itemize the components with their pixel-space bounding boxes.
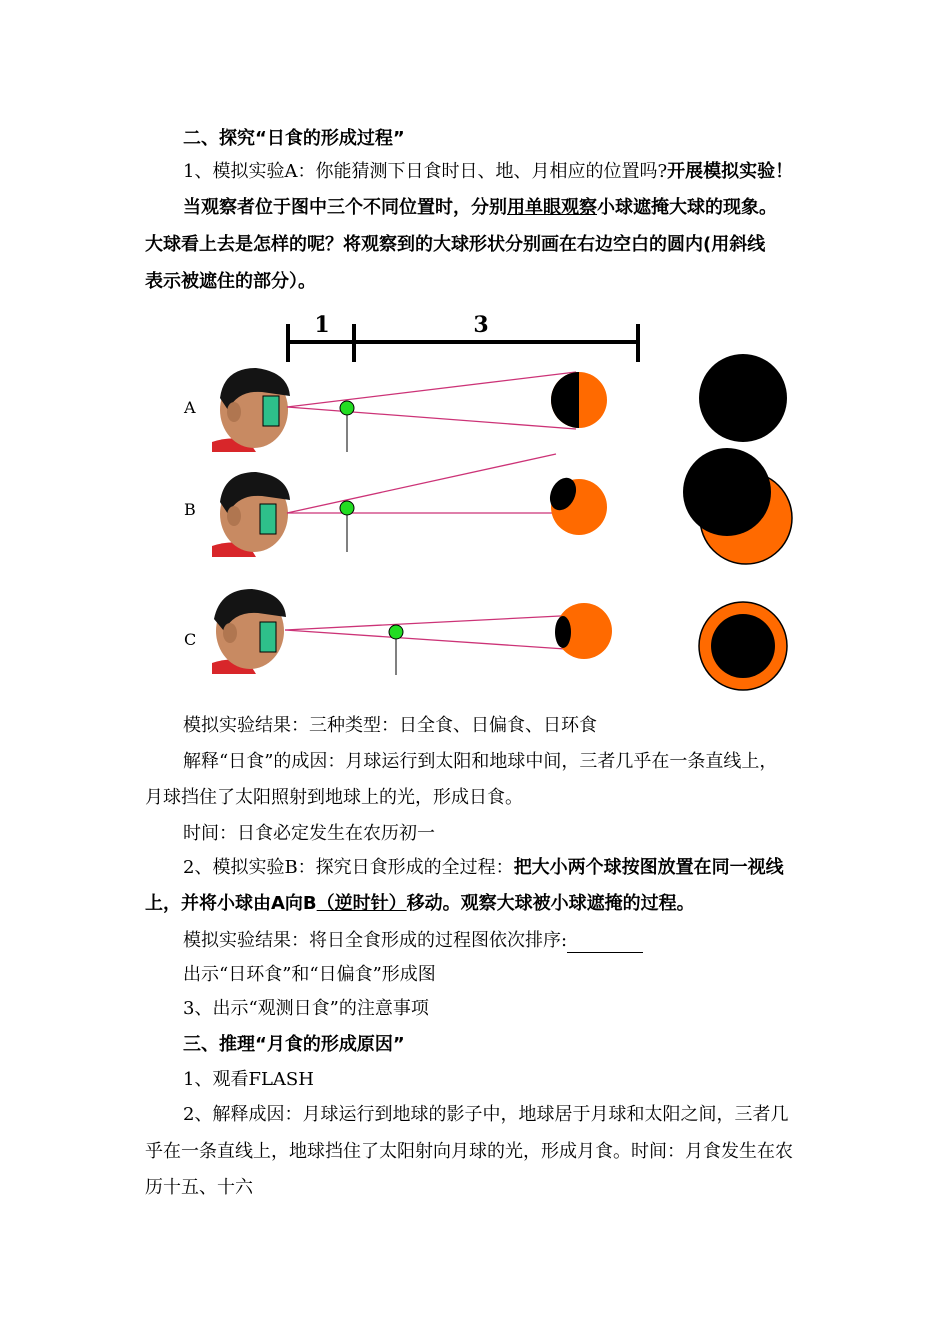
moon-ball-c: [389, 625, 403, 639]
section2-heading: 二、探究“日食的形成过程”: [183, 128, 405, 149]
row-label-b: B: [184, 500, 196, 519]
view-circle-a-total: [699, 354, 787, 442]
exp1-lead-text: 1、模拟实验A：你能猜测下日食时日、地、月相应的位置吗?: [183, 161, 668, 182]
section3-item1: 1、观看FLASH: [183, 1069, 314, 1090]
exp2-l2-underlined: （逆时针）: [316, 893, 407, 914]
section3-item2-l1: 2、解释成因：月球运行到地球的影子中，地球居于月球和太阳之间，三者几: [183, 1104, 789, 1125]
row-label-a: A: [184, 398, 196, 417]
result1: 模拟实验结果：三种类型：日全食、日偏食、日环食: [183, 715, 597, 736]
section3-heading: 三、推理“月食的形成原因”: [183, 1034, 405, 1055]
exp1-lead-bold: 开展模拟实验！: [667, 161, 794, 182]
time1: 时间：日食必定发生在农历初一: [183, 823, 435, 844]
explain1: 解释“日食”的成因：月球运行到太阳和地球中间，三者几乎在一条直线上，: [183, 751, 778, 772]
show2: 3、出示“观测日食”的注意事项: [183, 998, 429, 1019]
view-circle-b-partial: [683, 448, 771, 536]
exp1-instr1-b: 小球遮掩大球的现象。: [597, 197, 777, 218]
result2: [183, 929, 863, 953]
moon-ball-b: [340, 501, 354, 515]
sun-shadow-a: [551, 372, 579, 428]
distance-bar: [288, 324, 638, 362]
show1: 出示“日环食”和“日偏食”形成图: [183, 964, 436, 985]
observer-c: [212, 589, 286, 674]
exp2-l2-a: 上，并将小球由A向B: [145, 893, 317, 914]
exp1-instr1-a: 当观察者位于图中三个不同位置时，分别: [183, 197, 507, 218]
explain2: 月球挡住了太阳照射到地球上的光，形成日食。: [145, 787, 523, 808]
sun-shadow-c: [555, 616, 571, 648]
result2-text: 模拟实验结果：将日全食形成的过程图依次排序:: [183, 930, 568, 951]
distance-label-near: 1: [314, 312, 330, 338]
exp2-lead-text: 2、模拟实验B：探究日食形成的全过程：: [183, 857, 514, 878]
exp1-instr1-underlined: 用单眼观察: [507, 197, 597, 218]
answer-blank[interactable]: [567, 934, 643, 953]
exp2-lead: [183, 856, 863, 880]
exp1-instr3: 表示被遮住的部分）。: [145, 271, 316, 292]
sightlines-a: [287, 372, 576, 429]
exp2-lead-bold: 把大小两个球按图放置在同一视线: [513, 857, 784, 878]
observer-b: [212, 472, 290, 557]
exp2-line2: [145, 892, 825, 916]
section3-item2-l2: 乎在一条直线上，地球挡住了太阳射向月球的光，形成月食。时间：月食发生在农: [145, 1141, 793, 1162]
observer-a: [212, 368, 290, 452]
row-label-c: C: [184, 630, 197, 649]
section3-item2-l3: 历十五、十六: [145, 1177, 253, 1198]
exp2-l2-b: 移动。观察大球被小球遮掩的过程。: [406, 893, 695, 914]
moon-ball-a: [340, 401, 354, 415]
exp1-instr2: 大球看上去是怎样的呢？将观察到的大球形状分别画在右边空白的圆内(用斜线: [145, 234, 766, 255]
distance-label-far: 3: [473, 312, 489, 338]
sightlines-c: [285, 615, 580, 650]
sightlines-b: [287, 454, 576, 513]
view-circle-c-annular: [711, 614, 775, 678]
